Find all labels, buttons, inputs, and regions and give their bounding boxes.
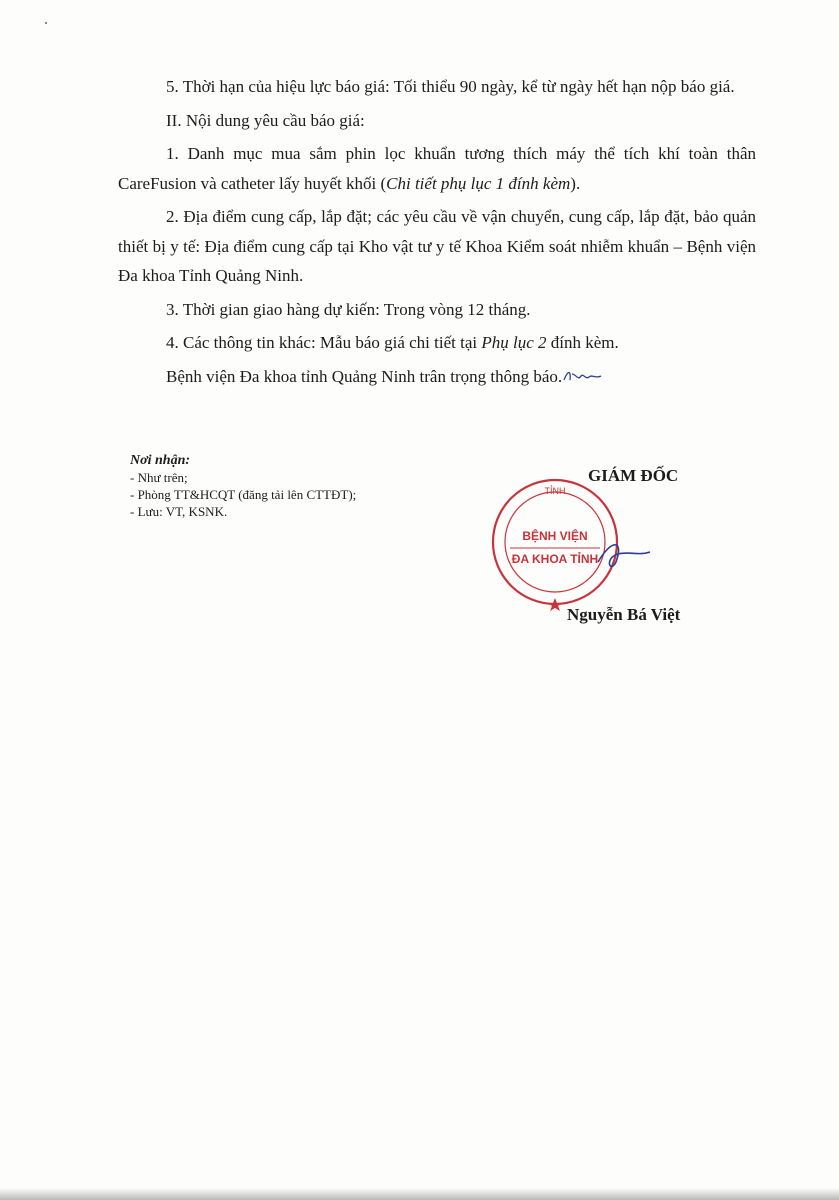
document-body (118, 72, 756, 391)
recipients-block (130, 452, 450, 520)
scan-speck (45, 22, 47, 24)
paragraph-item-4 (118, 328, 756, 358)
item-4-text: 4. Các thông tin khác: Mẫu báo giá chi tiết tại (166, 333, 482, 352)
signer-name: Nguyễn Bá Việt (567, 605, 681, 624)
seal-star-icon (548, 598, 562, 611)
item-4-appendix-ref: Phụ lục 2 (481, 333, 547, 352)
closing-text: Bệnh viện Đa khoa tỉnh Quảng Ninh trân trọng thông báo. (166, 366, 563, 386)
seal-ring-text: TỈNH (544, 486, 566, 496)
recipient-item: - Lưu: VT, KSNK. (130, 504, 228, 519)
item-1-end: ). (570, 173, 581, 193)
paragraph-item-2: 2. Địa điểm cung cấp, lắp đặt; các yêu cầu về vận chuyển, cung cấp, lắp đặt, bảo quản thiết bị y tế: Địa điểm cung cấp tại Kho vật tư y tế Khoa Kiểm soát nhiễm khuẩn – Bệnh viện Đa khoa Tỉnh Quảng Ninh. (118, 207, 756, 285)
item-1-appendix-ref: Chi tiết phụ lục 1 đính kèm (386, 173, 571, 193)
item-4-end: đính kèm. (546, 333, 619, 352)
recipients-title: Nơi nhận: (130, 453, 191, 468)
item-1-text: 1. Danh mục mua sắm phin lọc khuẩn tương thích máy thể tích khí toàn thân CareFusion và catheter lấy huyết khối ( (118, 144, 756, 193)
paragraph-item-3: 3. Thời gian giao hàng dự kiến: Trong vòng 12 tháng. (166, 299, 531, 319)
initials-mark (562, 368, 604, 384)
scan-bottom-edge (0, 1188, 839, 1200)
signature-stroke (598, 545, 650, 567)
paragraph-item-1 (118, 139, 756, 198)
signer-title: GIÁM ĐỐC (588, 466, 679, 485)
recipient-item: - Như trên; (130, 470, 188, 485)
seal-text-line-2: ĐA KHOA TỈNH (511, 552, 599, 566)
paragraph-validity: 5. Thời hạn của hiệu lực báo giá: Tối thiểu 90 ngày, kể từ ngày hết hạn nộp báo giá. (166, 77, 735, 96)
section-heading: II. Nội dung yêu cầu báo giá: (166, 110, 365, 130)
recipient-item: - Phòng TT&HCQT (đăng tải lên CTTĐT); (130, 487, 357, 502)
seal-text-line-1: BỆNH VIỆN (522, 529, 588, 543)
closing-line (118, 362, 756, 392)
